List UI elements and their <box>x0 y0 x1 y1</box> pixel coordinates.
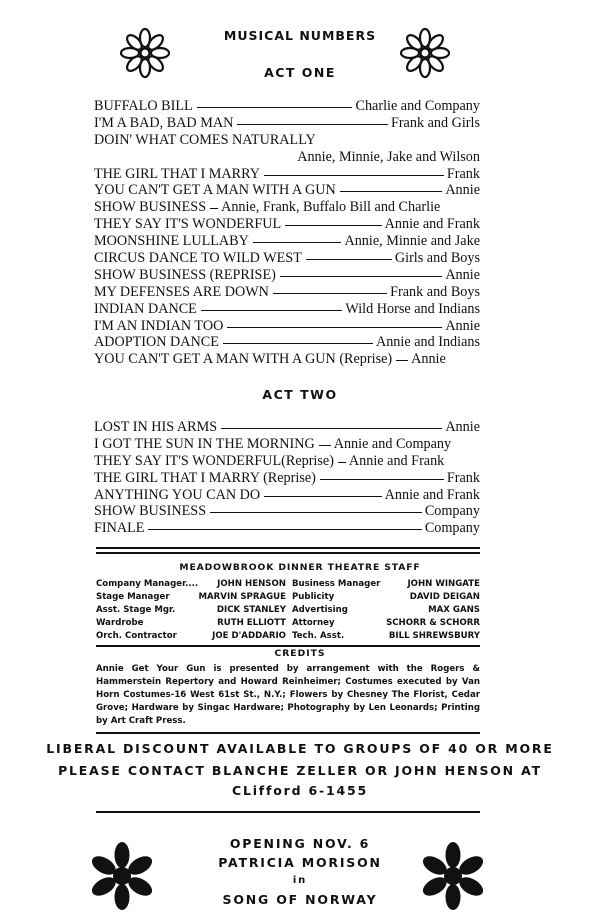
divider <box>96 811 480 813</box>
list-item: BUFFALO BILL Charlie and Company <box>94 98 480 114</box>
credits-title: CREDITS <box>274 648 326 659</box>
list-item: ADOPTION DANCE Annie and Indians <box>94 334 480 351</box>
discount-line-2: PLEASE CONTACT BLANCHE ZELLER OR JOHN HENSON AT <box>58 763 542 778</box>
act-one-list <box>94 98 480 368</box>
list-item: ANYTHING YOU CAN DO Annie and Frank <box>94 486 480 503</box>
table-row: Wardrobe RUTH ELLIOTT Attorney SCHORR & SCHORR <box>96 618 480 628</box>
list-item: YOU CAN'T GET A MAN WITH A GUN Annie <box>94 182 480 199</box>
list-item: I'M A BAD, BAD MAN Frank and Girls <box>94 114 480 131</box>
next-show-title: SONG OF NORWAY <box>222 892 378 907</box>
credits-text: Annie Get Your Gun is presented by arrangement with the Rogers & Hammerstein Repertory and Howard Reinheimer; Costumes executed by Van Horn Costumes-16 West 61st St., N.Y.; Flowers by Chesney The Florist, Cedar Grove; Hardware by Singac Hardware; Photography by Len Leonards; Printing by Art Craft Press. <box>96 664 480 726</box>
table-row: Asst. Stage Mgr. DICK STANLEY Advertising MAX GANS <box>96 605 480 615</box>
list-item: I GOT THE SUN IN THE MORNING Annie and Company <box>94 435 452 452</box>
list-item: LOST IN HIS ARMS Annie <box>94 419 480 435</box>
list-item: THE GIRL THAT I MARRY Frank <box>94 165 480 182</box>
list-item: INDIAN DANCE Wild Horse and Indians <box>94 300 480 317</box>
list-item: CIRCUS DANCE TO WILD WEST Girls and Boys <box>94 250 480 267</box>
list-item: DOIN' WHAT COMES NATURALLY <box>94 131 316 148</box>
staff-title: MEADOWBROOK DINNER THEATRE STAFF <box>179 562 421 573</box>
table-row: Company Manager.... JOHN HENSON Business Manager JOHN WINGATE <box>96 579 480 589</box>
star-name: PATRICIA MORISON <box>218 855 382 870</box>
table-row: Orch. Contractor JOE D'ADDARIO Tech. Asst. BILL SHREWSBURY <box>96 631 480 641</box>
phone-number: CLifford 6-1455 <box>231 783 369 798</box>
divider <box>96 732 480 734</box>
list-item: MOONSHINE LULLABY Annie, Minnie and Jake <box>94 233 480 250</box>
connector-word: in <box>292 875 308 886</box>
list-item: SHOW BUSINESS Company <box>94 503 480 520</box>
list-item: SHOW BUSINESS (REPRISE) Annie <box>94 266 480 283</box>
page-title: MUSICAL NUMBERS <box>223 28 377 43</box>
act-one-heading: ACT ONE <box>264 65 336 80</box>
list-item: FINALE Company <box>94 520 480 537</box>
divider <box>96 645 480 647</box>
list-item: THE GIRL THAT I MARRY (Reprise) Frank <box>94 469 480 486</box>
opening-date: OPENING NOV. 6 <box>229 836 371 851</box>
discount-line-1: LIBERAL DISCOUNT AVAILABLE TO GROUPS OF 40 OR MORE <box>46 741 554 756</box>
list-item: SHOW BUSINESS Annie, Frank, Buffalo Bill and Charlie <box>94 199 441 216</box>
act-two-list <box>94 419 480 537</box>
list-item: I'M AN INDIAN TOO Annie <box>94 317 480 334</box>
list-item: Annie, Minnie, Jake and Wilson <box>297 148 480 165</box>
table-row: Stage Manager MARVIN SPRAGUE Publicity DAVID DEIGAN <box>96 592 480 602</box>
act-two-heading: ACT TWO <box>262 387 338 402</box>
divider <box>96 552 480 554</box>
list-item: THEY SAY IT'S WONDERFUL Annie and Frank <box>94 216 480 233</box>
staff-table <box>96 578 480 643</box>
divider <box>96 547 480 549</box>
list-item: MY DEFENSES ARE DOWN Frank and Boys <box>94 283 480 300</box>
list-item: THEY SAY IT'S WONDERFUL(Reprise) Annie and Frank <box>94 452 445 469</box>
list-item: YOU CAN'T GET A MAN WITH A GUN (Reprise) Annie <box>94 351 446 368</box>
